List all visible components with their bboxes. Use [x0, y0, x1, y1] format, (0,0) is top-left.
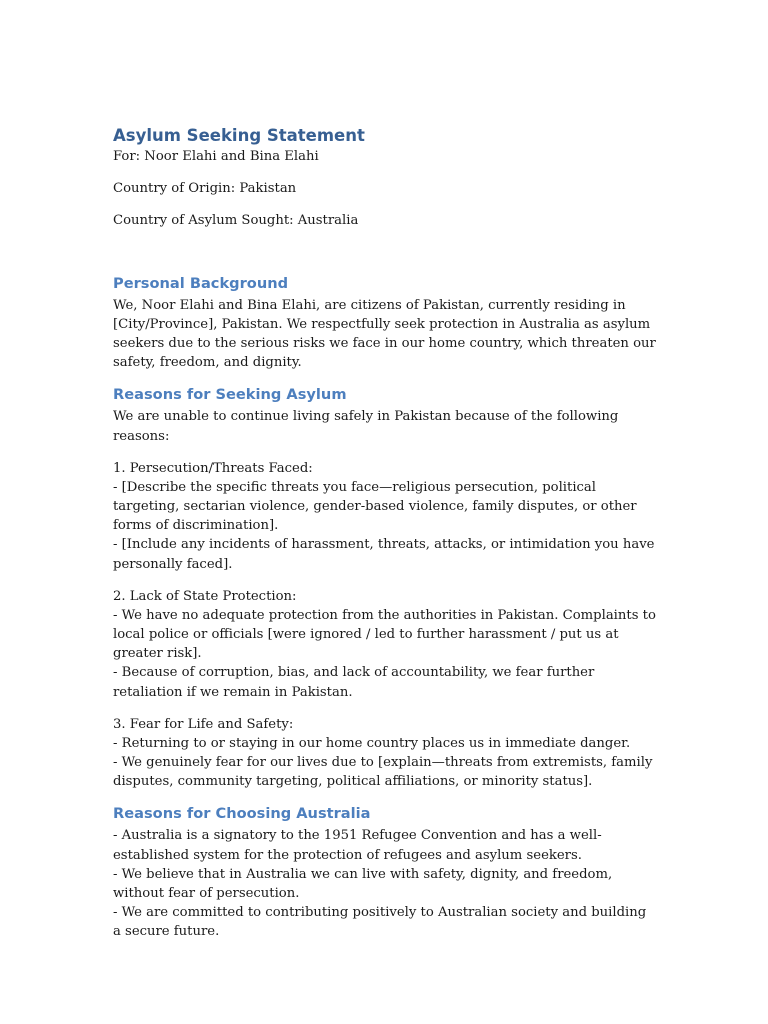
section-reasons-for-seeking-asylum: [113, 385, 658, 791]
reason-title: 3. Fear for Life and Safety:: [113, 716, 294, 732]
reason-item-life-safety: [113, 715, 658, 792]
reason-line: - Because of corruption, bias, and lack of accountability, we fear further retaliation if we remain in Pakistan.: [113, 665, 595, 700]
section-heading: Reasons for Choosing Australia: [113, 805, 371, 823]
reason-line: - We genuinely fear for our lives due to [explain—threats from extremists, family disputes, community targeting, political affiliations, or minority status].: [113, 755, 653, 790]
for-line: For: Noor Elahi and Bina Elahi: [113, 149, 319, 164]
section-personal-background: [113, 274, 658, 373]
reason-line: - [Describe the specific threats you face—religious persecution, political targeting, sectarian violence, gender-based violence, family disputes, or other forms of discrimination].: [113, 479, 637, 534]
document-body: [113, 124, 658, 942]
origin-line: Country of Origin: Pakistan: [113, 181, 297, 197]
section-reasons-for-choosing-australia: [113, 804, 658, 941]
document-meta: [113, 147, 658, 231]
reason-item-persecution: [113, 459, 658, 574]
document-title: Asylum Seeking Statement: [113, 126, 365, 145]
australia-line: - We believe that in Australia we can live with safety, dignity, and freedom, without fear of persecution.: [113, 866, 613, 902]
reason-item-state-protection: [113, 587, 658, 702]
australia-line: - We are committed to contributing positively to Australian society and building a secure future.: [113, 905, 647, 940]
australia-line: - Australia is a signatory to the 1951 Refugee Convention and has a well-established system for the protection of refugees and asylum seekers.: [113, 828, 602, 863]
section-heading: Personal Background: [113, 274, 289, 292]
reason-line: - [Include any incidents of harassment, threats, attacks, or intimidation you have personally faced].: [113, 537, 655, 572]
asylum-line: Country of Asylum Sought: Australia: [113, 213, 359, 229]
reason-line: - Returning to or staying in our home country places us in immediate danger.: [113, 735, 631, 751]
paragraph: We are unable to continue living safely in Pakistan because of the following reasons:: [113, 409, 619, 444]
section-heading: Reasons for Seeking Asylum: [113, 386, 347, 404]
australia-list: [113, 826, 658, 941]
paragraph: We, Noor Elahi and Bina Elahi, are citizens of Pakistan, currently residing in [City/Province], Pakistan. We respectfully seek protection in Australia as asylum seekers due to the serious risks we face in our home country, which threaten our safety, freedom, and dignity.: [113, 297, 656, 371]
reason-title: 1. Persecution/Threats Faced:: [113, 460, 313, 476]
reason-title: 2. Lack of State Protection:: [113, 588, 297, 604]
reason-line: - We have no adequate protection from the authorities in Pakistan. Complaints to local police or officials [were ignored / led to further harassment / put us at greater risk].: [113, 607, 656, 662]
